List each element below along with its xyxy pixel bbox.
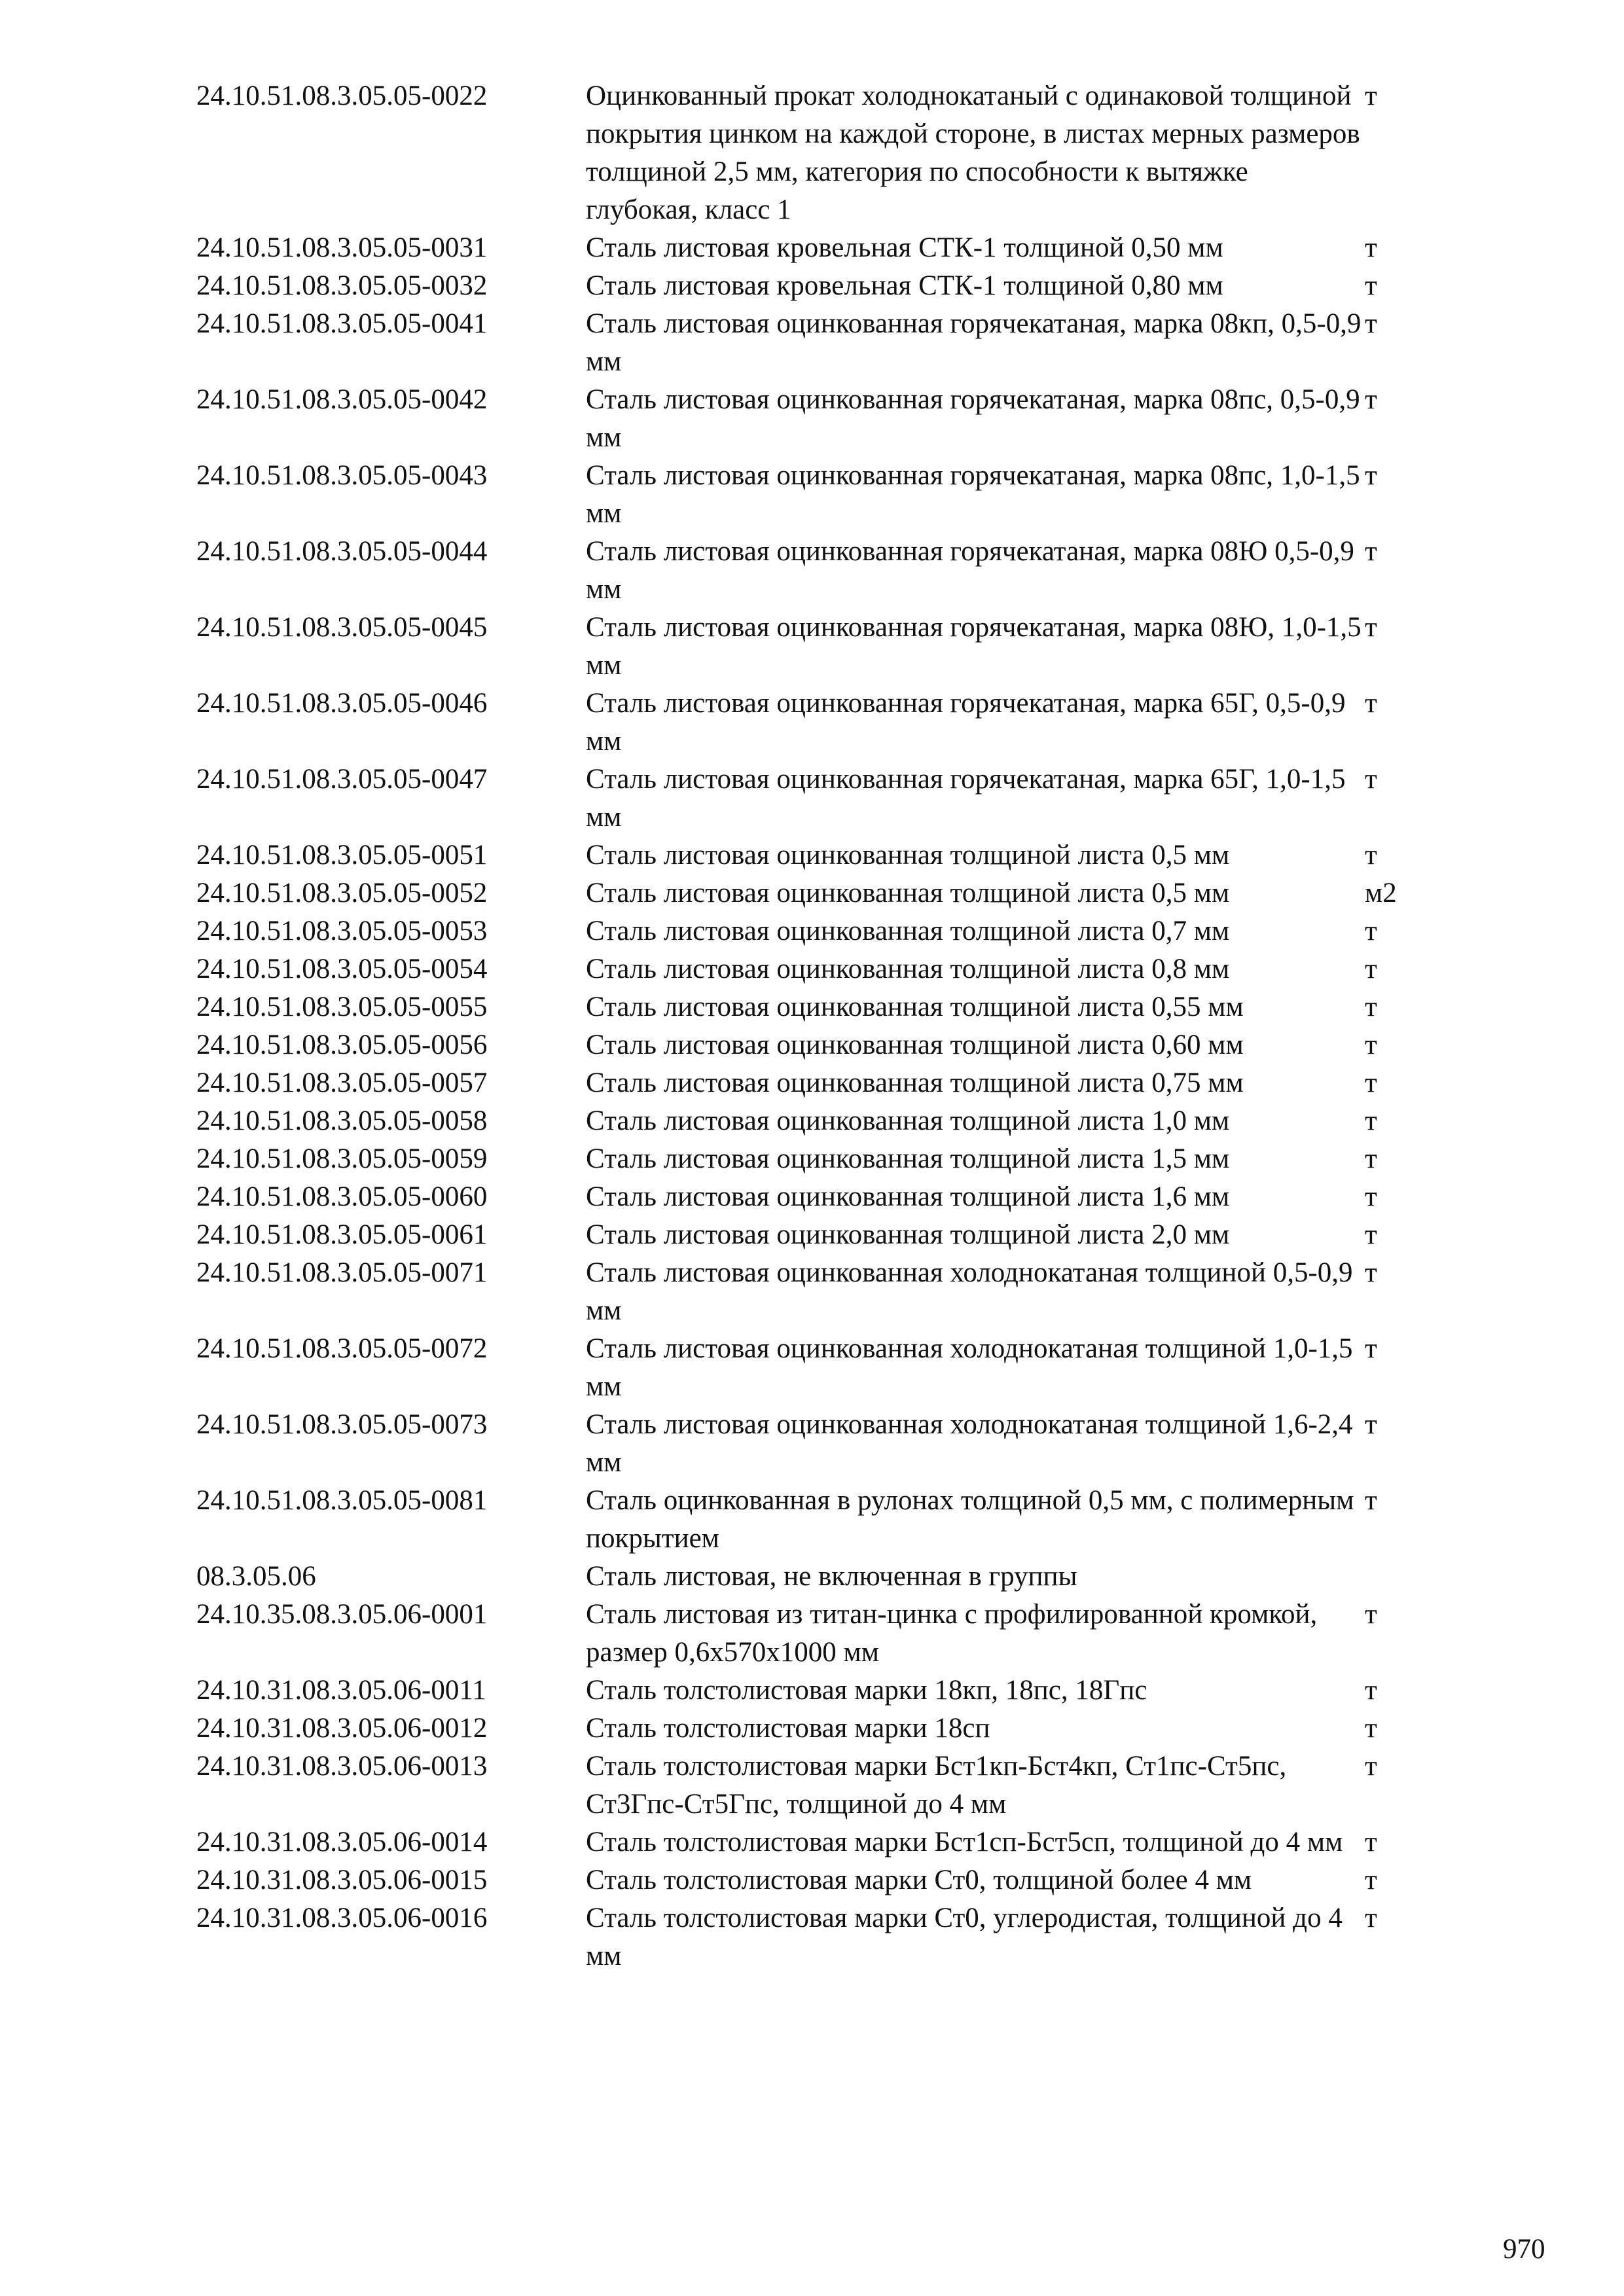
item-unit: т <box>1365 688 1377 719</box>
table-row <box>196 1482 1417 1558</box>
item-code: 24.10.51.08.3.05.05-0054 <box>196 954 488 984</box>
item-unit: т <box>1365 1030 1377 1060</box>
item-code: 24.10.51.08.3.05.05-0051 <box>196 840 488 870</box>
item-name: Сталь толстолистовая марки 18сп <box>586 1713 990 1744</box>
table-row <box>196 267 1417 305</box>
item-unit: м2 <box>1365 878 1397 908</box>
item-unit: т <box>1365 1143 1377 1174</box>
item-code: 24.10.31.08.3.05.06-0011 <box>196 1675 486 1706</box>
item-unit: т <box>1365 1599 1377 1630</box>
table-row <box>196 1861 1417 1899</box>
table-row <box>196 533 1417 609</box>
item-unit: т <box>1365 954 1377 984</box>
table-row <box>196 836 1417 874</box>
item-name: Сталь листовая оцинкованная толщиной листа 0,60 мм <box>586 1030 1244 1060</box>
item-code: 24.10.51.08.3.05.05-0053 <box>196 916 488 946</box>
item-unit: т <box>1365 270 1377 301</box>
item-unit: т <box>1365 81 1377 111</box>
item-name: Сталь листовая оцинкованная холоднокатаная толщиной 1,0-1,5 мм <box>586 1333 1353 1402</box>
item-code: 24.10.51.08.3.05.05-0043 <box>196 460 488 491</box>
table-row <box>196 305 1417 381</box>
item-name: Сталь листовая из титан-цинка с профилированной кромкой, размер 0,6х570х1000 мм <box>586 1599 1318 1668</box>
item-name: Сталь оцинкованная в рулонах толщиной 0,5 мм, с полимерным покрытием <box>586 1485 1354 1554</box>
item-name: Сталь листовая оцинкованная холоднокатаная толщиной 1,6-2,4 мм <box>586 1409 1353 1478</box>
table-row <box>196 1330 1417 1406</box>
item-name: Сталь листовая оцинкованная толщиной листа 0,5 мм <box>586 878 1230 908</box>
item-code: 24.10.51.08.3.05.05-0042 <box>196 384 488 415</box>
item-name: Сталь листовая кровельная СТК-1 толщиной 0,50 мм <box>586 232 1223 263</box>
item-unit: т <box>1365 1105 1377 1136</box>
item-code: 24.10.51.08.3.05.05-0032 <box>196 270 488 301</box>
item-unit: т <box>1365 992 1377 1022</box>
table-row <box>196 1064 1417 1102</box>
item-unit: т <box>1365 916 1377 946</box>
materials-table <box>196 77 1417 1975</box>
table-row <box>196 1823 1417 1861</box>
item-name: Сталь листовая оцинкованная толщиной листа 0,7 мм <box>586 916 1230 946</box>
item-name: Оцинкованный прокат холоднокатаный с одинаковой толщиной покрытия цинком на каждой стороне, в листах мерных размеров толщиной 2,5 мм, категория по способности к вытяжке глубокая, класс 1 <box>586 81 1360 225</box>
item-unit: т <box>1365 1865 1377 1895</box>
item-code: 24.10.51.08.3.05.05-0031 <box>196 232 488 263</box>
item-code: 24.10.51.08.3.05.05-0052 <box>196 878 488 908</box>
page-number: 970 <box>1503 2234 1545 2265</box>
item-unit: т <box>1365 1409 1377 1440</box>
item-code: 24.10.51.08.3.05.05-0045 <box>196 612 488 643</box>
item-name: Сталь листовая оцинкованная горячекатаная, марка 08Ю 0,5-0,9 мм <box>586 536 1354 605</box>
item-code: 24.10.51.08.3.05.05-0044 <box>196 536 488 567</box>
item-name: Сталь листовая оцинкованная горячекатаная, марка 08кп, 0,5-0,9 мм <box>586 308 1362 377</box>
item-name: Сталь толстолистовая марки Бст1кп-Бст4кп, Ст1пс-Ст5пс, Ст3Гпс-Ст5Гпс, толщиной до 4 мм <box>586 1751 1287 1820</box>
item-unit: т <box>1365 1485 1377 1516</box>
item-code: 24.10.51.08.3.05.05-0061 <box>196 1219 488 1250</box>
item-unit: т <box>1365 384 1377 415</box>
item-name: Сталь листовая оцинкованная толщиной листа 0,75 мм <box>586 1067 1244 1098</box>
table-row <box>196 1748 1417 1823</box>
item-name: Сталь листовая, не включенная в группы <box>586 1561 1077 1592</box>
item-code: 08.3.05.06 <box>196 1561 316 1592</box>
item-unit: т <box>1365 460 1377 491</box>
item-unit: т <box>1365 1333 1377 1364</box>
item-code: 24.10.51.08.3.05.05-0047 <box>196 764 488 795</box>
item-unit: т <box>1365 764 1377 795</box>
item-code: 24.10.51.08.3.05.05-0055 <box>196 992 488 1022</box>
item-code: 24.10.51.08.3.05.05-0022 <box>196 81 488 111</box>
item-code: 24.10.51.08.3.05.05-0041 <box>196 308 488 339</box>
table-row <box>196 761 1417 836</box>
item-code: 24.10.51.08.3.05.05-0046 <box>196 688 488 719</box>
item-unit: т <box>1365 1903 1377 1933</box>
item-unit: т <box>1365 536 1377 567</box>
item-name: Сталь листовая оцинкованная холоднокатаная толщиной 0,5-0,9 мм <box>586 1257 1353 1326</box>
table-row <box>196 229 1417 267</box>
item-code: 24.10.31.08.3.05.06-0015 <box>196 1865 488 1895</box>
table-row <box>196 1406 1417 1482</box>
table-row <box>196 1899 1417 1975</box>
item-name: Сталь листовая оцинкованная толщиной листа 0,8 мм <box>586 954 1230 984</box>
item-unit: т <box>1365 612 1377 643</box>
table-row <box>196 874 1417 912</box>
item-name: Сталь толстолистовая марки Бст1сп-Бст5сп, толщиной до 4 мм <box>586 1827 1343 1857</box>
table-row <box>196 457 1417 533</box>
item-code: 24.10.51.08.3.05.05-0073 <box>196 1409 488 1440</box>
item-unit: т <box>1365 1713 1377 1744</box>
item-unit: т <box>1365 1181 1377 1212</box>
table-row <box>196 912 1417 950</box>
item-code: 24.10.51.08.3.05.05-0058 <box>196 1105 488 1136</box>
table-row <box>196 1672 1417 1710</box>
item-unit: т <box>1365 1067 1377 1098</box>
table-row <box>196 1596 1417 1672</box>
item-name: Сталь листовая оцинкованная толщиной листа 0,55 мм <box>586 992 1244 1022</box>
table-row <box>196 950 1417 988</box>
item-name: Сталь листовая оцинкованная горячекатаная, марка 08Ю, 1,0-1,5 мм <box>586 612 1362 681</box>
item-unit: т <box>1365 840 1377 870</box>
table-row <box>196 1102 1417 1140</box>
table-row <box>196 1178 1417 1216</box>
item-code: 24.10.31.08.3.05.06-0014 <box>196 1827 488 1857</box>
table-row <box>196 1026 1417 1064</box>
table-row <box>196 381 1417 457</box>
materials-table-body <box>196 77 1417 1975</box>
item-name: Сталь листовая оцинкованная горячекатаная, марка 65Г, 1,0-1,5 мм <box>586 764 1346 833</box>
item-name: Сталь листовая оцинкованная толщиной листа 1,6 мм <box>586 1181 1230 1212</box>
table-row <box>196 988 1417 1026</box>
item-name: Сталь листовая оцинкованная толщиной листа 1,5 мм <box>586 1143 1230 1174</box>
item-unit <box>1365 1558 1417 1596</box>
item-code: 24.10.51.08.3.05.05-0059 <box>196 1143 488 1174</box>
table-row <box>196 685 1417 761</box>
item-code: 24.10.51.08.3.05.05-0056 <box>196 1030 488 1060</box>
item-code: 24.10.51.08.3.05.05-0057 <box>196 1067 488 1098</box>
item-code: 24.10.31.08.3.05.06-0013 <box>196 1751 488 1782</box>
item-name: Сталь листовая оцинкованная горячекатаная, марка 65Г, 0,5-0,9 мм <box>586 688 1346 757</box>
item-unit: т <box>1365 232 1377 263</box>
item-name: Сталь листовая оцинкованная толщиной листа 2,0 мм <box>586 1219 1230 1250</box>
item-unit: т <box>1365 1219 1377 1250</box>
item-name: Сталь листовая оцинкованная горячекатаная, марка 08пс, 0,5-0,9 мм <box>586 384 1360 453</box>
item-code: 24.10.51.08.3.05.05-0060 <box>196 1181 488 1212</box>
item-code: 24.10.31.08.3.05.06-0016 <box>196 1903 488 1933</box>
item-name: Сталь листовая оцинкованная горячекатаная, марка 08пс, 1,0-1,5 мм <box>586 460 1360 529</box>
item-code: 24.10.31.08.3.05.06-0012 <box>196 1713 488 1744</box>
table-row <box>196 1254 1417 1330</box>
table-row <box>196 1216 1417 1254</box>
table-row <box>196 1140 1417 1178</box>
item-unit: т <box>1365 308 1377 339</box>
table-row <box>196 77 1417 229</box>
item-unit: т <box>1365 1257 1377 1288</box>
item-name: Сталь листовая кровельная СТК-1 толщиной 0,80 мм <box>586 270 1223 301</box>
item-name: Сталь листовая оцинкованная толщиной листа 0,5 мм <box>586 840 1230 870</box>
item-name: Сталь толстолистовая марки 18кп, 18пс, 18Гпс <box>586 1675 1147 1706</box>
item-unit: т <box>1365 1751 1377 1782</box>
item-name: Сталь толстолистовая марки Ст0, углеродистая, толщиной до 4 мм <box>586 1903 1343 1971</box>
table-row <box>196 1558 1417 1596</box>
table-row <box>196 1710 1417 1748</box>
item-unit: т <box>1365 1827 1377 1857</box>
item-name: Сталь толстолистовая марки Ст0, толщиной более 4 мм <box>586 1865 1252 1895</box>
item-name: Сталь листовая оцинкованная толщиной листа 1,0 мм <box>586 1105 1230 1136</box>
item-code: 24.10.51.08.3.05.05-0072 <box>196 1333 488 1364</box>
item-code: 24.10.51.08.3.05.05-0071 <box>196 1257 488 1288</box>
item-unit: т <box>1365 1675 1377 1706</box>
item-code: 24.10.51.08.3.05.05-0081 <box>196 1485 488 1516</box>
table-row <box>196 609 1417 685</box>
item-code: 24.10.35.08.3.05.06-0001 <box>196 1599 488 1630</box>
